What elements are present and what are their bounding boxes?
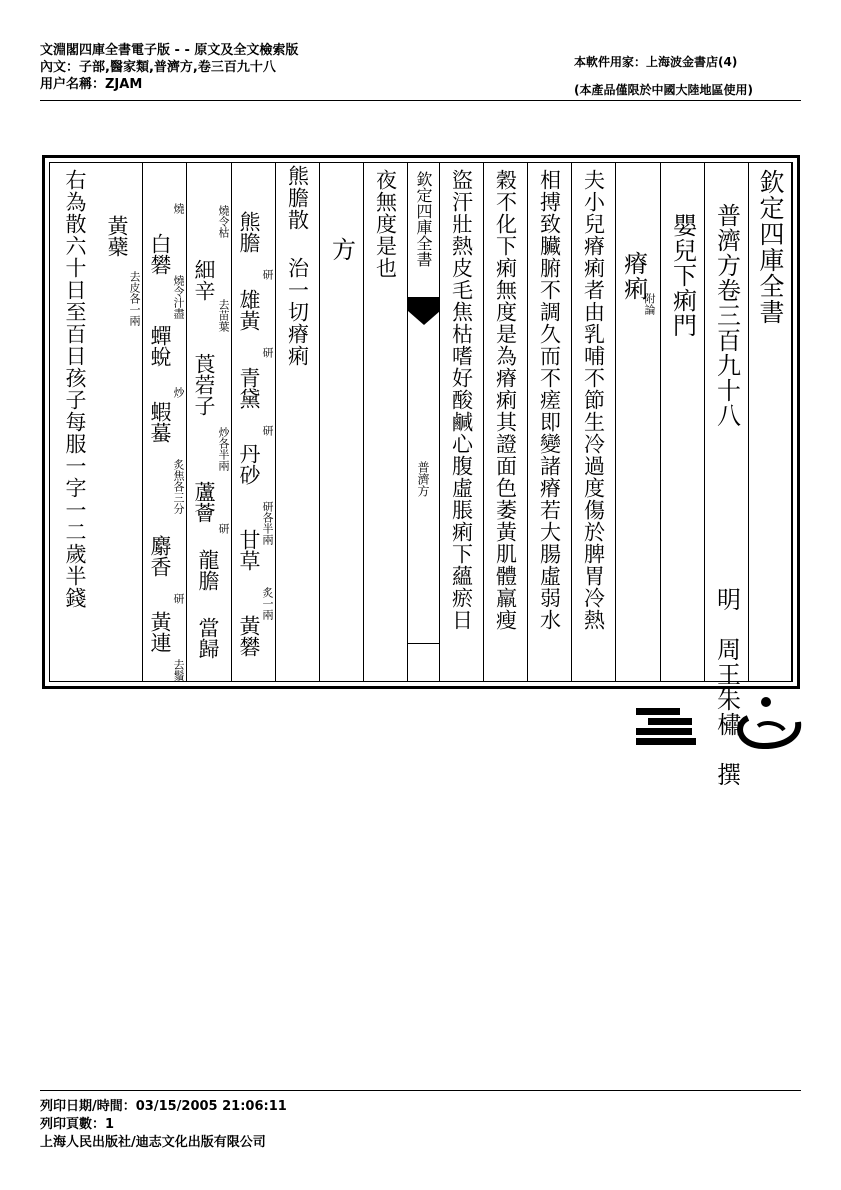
footer: [40, 1098, 287, 1152]
ingredient-chantui: 蟬蛻: [148, 325, 172, 367]
column-5: [572, 163, 616, 681]
text-line-2: 相搏致臟腑不調久而不瘥即變諸瘠若大腸虛弱水: [537, 169, 562, 631]
column-7: [484, 163, 528, 681]
library-title: 欽定四庫全書: [756, 169, 785, 325]
ingredient-note: 炒各半兩: [217, 427, 230, 471]
ingredient-langdangzi: 莨菪子: [192, 353, 216, 416]
chapter-title: 嬰兒下痢門: [668, 213, 697, 338]
dosage-text: 右為散六十日至百日孩子每服一字一二歲半錢: [63, 169, 87, 609]
ingredient-xixin: 細辛: [192, 259, 216, 301]
book-page-inner: [49, 162, 793, 787]
ingredient-note: 研: [261, 269, 274, 280]
text-line-5: 夜無度是也: [373, 169, 398, 279]
text-line-4: 盜汗壯熱皮毛焦枯嗜好酸鹹心腹虛脹痢下蘊瘀日: [449, 169, 474, 631]
header-licensee: 本軟件用家：上海波金書店(4): [574, 55, 738, 69]
fish-tail-mark: [408, 297, 439, 311]
column-13: [187, 163, 232, 681]
ingredient-note: 炙焦各三分: [172, 459, 185, 514]
ingredient-note: 炙一兩: [261, 587, 274, 620]
header-region-note: (本產品僅限於中國大陸地區使用): [574, 83, 753, 97]
column-12: [232, 163, 276, 681]
ingredient-huanglian: 黃連: [148, 611, 172, 653]
ingredient-note: 研各半兩: [261, 501, 274, 545]
ingredient-note: 燒: [172, 203, 185, 214]
fish-tail-point: [408, 311, 440, 325]
print-page-count: 列印頁數：1: [40, 1117, 115, 1132]
column-15: [98, 163, 143, 681]
banxin-column: [408, 163, 440, 681]
ingredient-dansha: 丹砂: [237, 443, 261, 485]
ingredient-baifan: 白礬: [148, 233, 172, 275]
text-line-3: 穀不化下痢無度是為瘠痢其證面色萎黃肌體羸瘦: [493, 169, 518, 631]
ingredient-hama: 蝦蟇: [148, 401, 172, 443]
print-datetime: 列印日期/時間：03/15/2005 21:06:11: [40, 1099, 287, 1114]
column-9: [364, 163, 408, 681]
text-line-1: 夫小兒瘠痢者由乳哺不節生冷過度傷於脾胃冷熱: [581, 169, 606, 631]
ingredient-xiongdan: 熊膽: [237, 211, 261, 253]
book-page-frame: [42, 155, 800, 787]
column-8: [440, 163, 484, 681]
ingredient-xionghuang: 雄黃: [237, 289, 261, 331]
ingredient-gancao: 甘草: [237, 529, 261, 571]
column-6: [528, 163, 572, 681]
header-right: [574, 48, 753, 104]
banxin-subtitle: 普濟方: [416, 461, 430, 497]
ingredient-note: 研: [217, 523, 230, 534]
column-14: [143, 163, 187, 681]
ingredient-note: 炒: [172, 387, 185, 398]
section-note: 附論: [643, 293, 656, 315]
column-1: [749, 163, 792, 681]
ingredient-huangbo: 黃蘗: [105, 215, 129, 257]
logo-swirl-mark: [740, 697, 798, 746]
column-16: [52, 163, 98, 681]
logo-bars-mark: [636, 708, 696, 745]
ingredient-longdan: 龍膽: [196, 549, 220, 591]
banxin-rule: [408, 643, 439, 644]
ingredient-note: 去皮各一兩: [128, 271, 141, 326]
ingredient-note: 研: [261, 425, 274, 436]
ingredient-note: 燒令汁盡: [172, 275, 185, 319]
header-content-path: 內文：子部,醫家類,普濟方,卷三百九十八: [40, 60, 276, 75]
ingredient-note: 去鬚: [172, 659, 185, 681]
ingredient-shexiang: 麝香: [148, 535, 172, 577]
header-username: 用户名稱：ZJAM: [40, 77, 143, 92]
volume-title: 普濟方卷三百九十八: [712, 203, 741, 428]
ingredient-qingdai: 青黛: [237, 367, 261, 409]
ingredient-note: 去苗葉: [217, 299, 230, 332]
column-3: [661, 163, 705, 681]
banxin-title: 欽定四庫全書: [414, 171, 433, 267]
ingredient-note: 研: [261, 347, 274, 358]
author-line: 明 周王朱橚 撰: [712, 587, 741, 787]
section-title: 瘠痢: [619, 251, 648, 301]
recipe-description: 治一切瘠痢: [285, 257, 310, 367]
ingredient-note: 研: [172, 593, 185, 604]
recipe-name: 熊膽散: [285, 165, 310, 231]
header-left: [40, 42, 298, 93]
column-10: [320, 163, 364, 681]
column-4: [616, 163, 661, 681]
ingredient-luhui: 蘆薈: [192, 481, 216, 523]
publisher-line: 上海人民出版社/迪志文化出版有限公司: [40, 1135, 266, 1150]
recipe-heading: 方: [327, 237, 356, 262]
header-divider: [40, 100, 801, 101]
ingredient-danggui: 當歸: [196, 617, 220, 659]
footer-divider: [40, 1090, 801, 1091]
column-11: [276, 163, 320, 681]
publisher-logo: [630, 696, 802, 752]
header-title: 文淵閣四庫全書電子版 - - 原文及全文檢索版: [40, 43, 299, 58]
ingredient-huangfan: 黃礬: [237, 615, 261, 657]
column-2: [705, 163, 749, 787]
ingredient-note: 燒令枯: [217, 205, 230, 238]
